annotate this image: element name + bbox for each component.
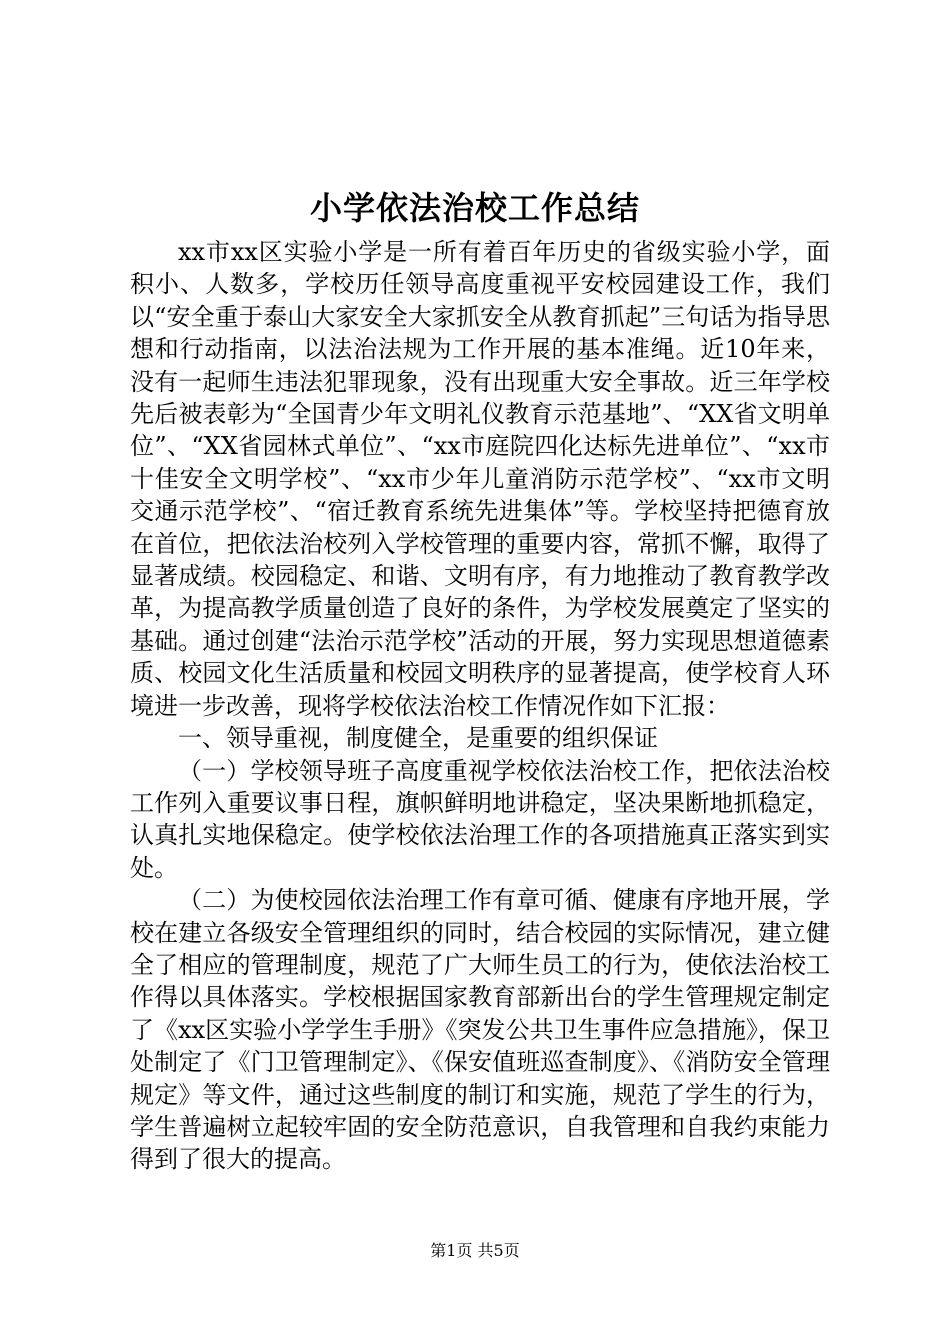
document-title: 小学依法治校工作总结 [309, 189, 640, 227]
section-heading-1: 一、领导重视，制度健全，是重要的组织保证 [178, 724, 658, 753]
page-number-footer: 第1页 共5页 [430, 1241, 520, 1260]
paragraph-intro: xx市xx区实验小学是一所有着百年历史的省级实验小学，面积小、人数多，学校历任领导高度重视平安校园建设工作，我们以“安全重于泰山大家安全大家抓安全从教育抓起”三句话为指导思想和行动指南，以法治法规为工作开展的基本准绳。近10年来，没有一起师生违法犯罪现象，没有出现重大安全事故。近三年学校先后被表彰为“全国青少年文明礼仪教育示范基地”、“XX省文明单位”、“XX省园林式单位”、“xx市庭院四化达标先进单位”、“xx市十佳安全文明学校”、“xx市少年儿童消防示范学校”、“xx市文明交通示范学校”、“宿迁教育系统先进集体”等。学校坚持把德育放在首位，把依法治校列入学校管理的重要内容，常抓不懈，取得了显著成绩。校园稳定、和谐、文明有序，有力地推动了教育教学改革，为提高教学质量创造了良好的条件，为学校发展奠定了坚实的基础。通过创建“法治示范学校”活动的开展，努力实现思想道德素质、校园文化生活质量和校园文明秩序的显著提高，使学校育人环境进一步改善，现将学校依法治校工作情况作如下汇报： [130, 238, 830, 720]
paragraph-item-1: （一）学校领导班子高度重视学校依法治校工作，把依法治校工作列入重要议事日程，旗帜鲜明地讲稳定，坚决果断地抓稳定，认真扎实地保稳定。使学校依法治理工作的各项措施真正落实到实处。 [130, 756, 830, 882]
paragraph-item-2: （二）为使校园依法治理工作有章可循、健康有序地开展，学校在建立各级安全管理组织的同时，结合校园的实际情况，建立健全了相应的管理制度，规范了广大师生员工的行为，使依法治校工作得以具体落实。学校根据国家教育部新出台的学生管理规定制定了《xx区实验小学学生手册》《突发公共卫生事件应急措施》，保卫处制定了《门卫管理制定》、《保安值班巡查制度》、《消防安全管理规定》等文件，通过这些制度的制订和实施，规范了学生的行为，学生普遍树立起较牢固的安全防范意识，自我管理和自我约束能力得到了很大的提高。 [130, 886, 830, 1174]
document-body [130, 236, 830, 1176]
